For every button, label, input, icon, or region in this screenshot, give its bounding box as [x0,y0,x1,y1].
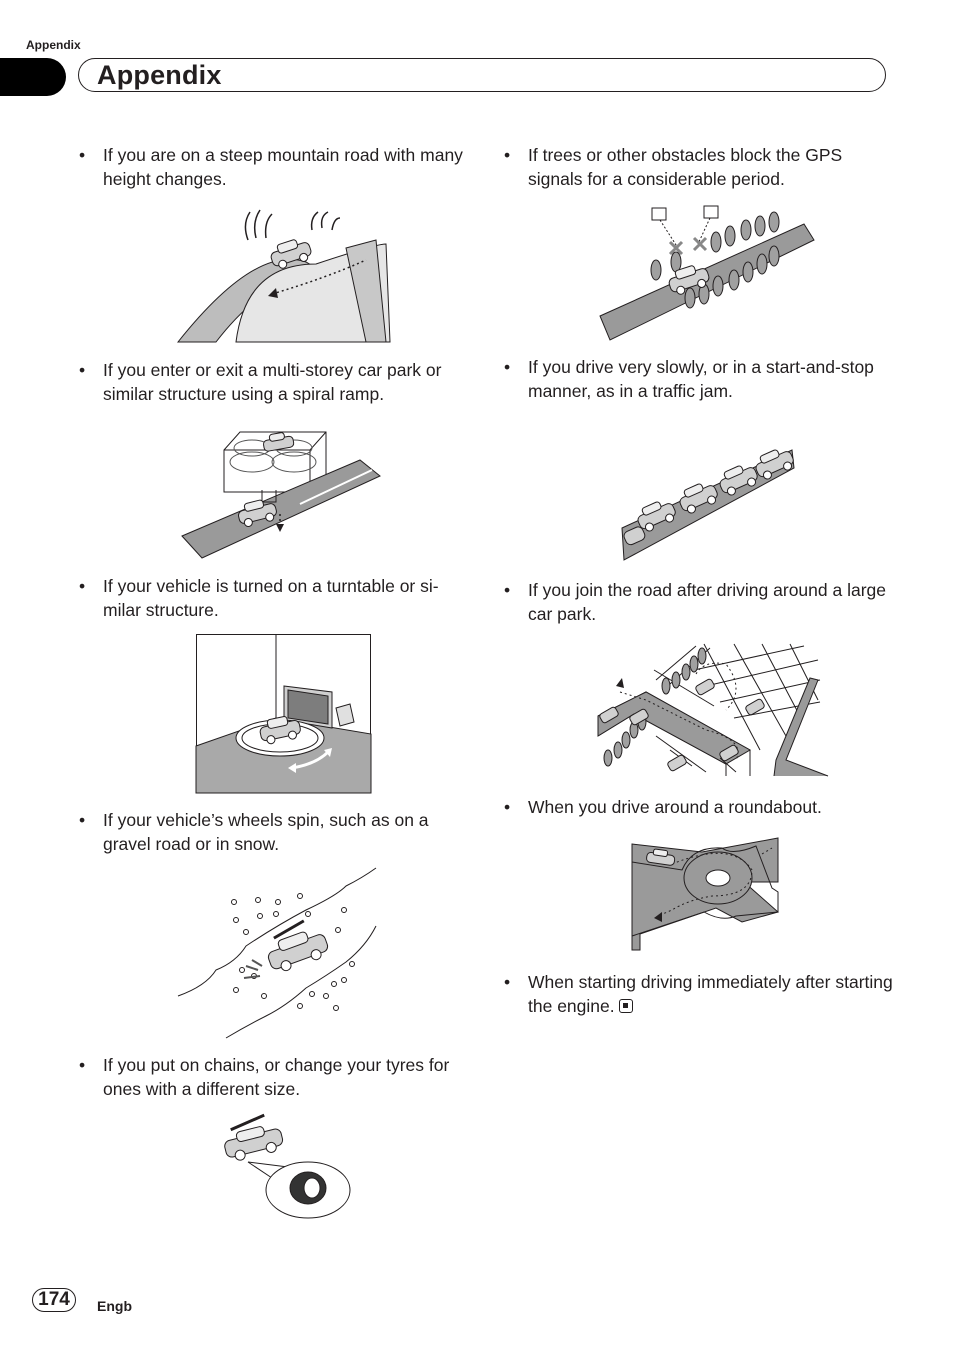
turntable-illustration [196,634,372,794]
language-code: Engb [97,1298,132,1314]
list-item-text: If you are on a steep mountain road with many height changes. [103,145,463,189]
list-item [79,358,473,406]
end-of-section-icon [619,999,633,1013]
list-item-text: When you drive around a roundabout. [528,797,822,817]
list-item-text: When starting driving immediately after starting the engine. [528,972,893,1016]
bullet-icon: • [79,360,86,380]
wheel-spin-illustration [176,866,392,1040]
title-bar [78,58,886,92]
bullet-icon: • [79,145,86,165]
running-head: Appendix [26,38,81,52]
roundabout-illustration [632,836,780,952]
list-item [504,970,898,1018]
bullet-icon: • [504,797,511,817]
bullet-icon: • [79,1055,86,1075]
bullet-icon: • [79,810,86,830]
mountain-road-illustration [176,204,392,344]
page-title: Appendix [97,60,222,90]
list-item [504,578,898,626]
list-item [504,795,898,819]
list-item-text: If your vehicle is turned on a turntable or si-milar structure. [103,576,439,620]
traffic-jam-illustration [620,446,796,562]
list-item [79,574,473,622]
bullet-icon: • [504,972,511,992]
list-item [79,143,473,191]
car-park-illustration [596,640,832,780]
bullet-icon: • [79,576,86,596]
list-item-text: If you enter or exit a multi-storey car park or similar structure using a spiral ramp. [103,360,442,404]
list-item-text: If you drive very slowly, or in a start-and-stop manner, as in a traffic jam. [528,357,874,401]
section-tab [0,58,66,96]
list-item-text: If trees or other obstacles block the GPS signals for a considerable period. [528,145,843,189]
list-item-text: If you join the road after driving around a large car park. [528,580,886,624]
bullet-icon: • [504,145,511,165]
gps-blocked-illustration [598,200,818,342]
page-number: 174 [32,1288,76,1312]
list-item-text: If you put on chains, or change your tyres for ones with a different size. [103,1055,450,1099]
list-item [504,143,898,191]
bullet-icon: • [504,580,511,600]
tyre-change-illustration [218,1114,352,1220]
list-item [504,355,898,403]
list-item [79,808,473,856]
spiral-ramp-illustration [180,418,386,560]
list-item [79,1053,473,1101]
bullet-icon: • [504,357,511,377]
list-item-text: If your vehicle’s wheels spin, such as on a gravel road or in snow. [103,810,429,854]
